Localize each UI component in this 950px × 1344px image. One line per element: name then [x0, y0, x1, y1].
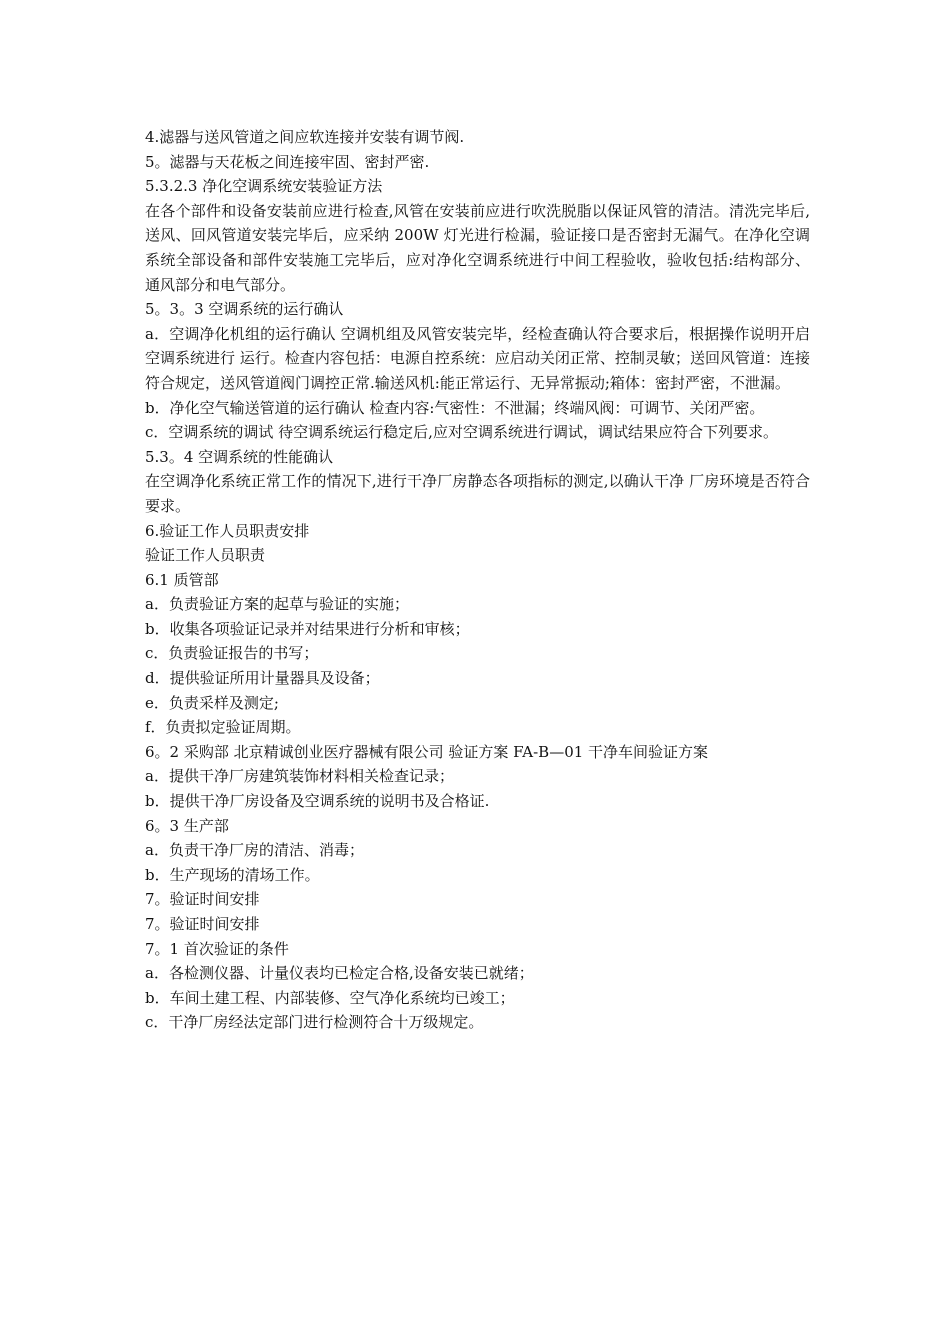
document-body — [145, 125, 810, 1035]
list-item: b．车间土建工程、内部装修、空气净化系统均已竣工； — [145, 988, 515, 1007]
list-item: b．提供干净厂房设备及空调系统的说明书及合格证. — [145, 792, 490, 811]
section-heading: 5。3。3 空调系统的运行确认 — [145, 300, 344, 319]
list-item: a．负责干净厂房的清洁、消毒； — [145, 841, 364, 860]
section-heading: 7。验证时间安排 — [145, 915, 260, 933]
list-item: a．负责验证方案的起草与验证的实施； — [145, 595, 409, 614]
list-item: c．干净厂房经法定部门进行检测符合十万级规定。 — [145, 1013, 484, 1032]
section-heading: 6。2 采购部 北京精诚创业医疗器械有限公司 验证方案 FA-B—01 干净车间验证方案 — [145, 742, 709, 761]
paragraph: b．净化空气输送管道的运行确认 检查内容:气密性：不泄漏；终端风阀：可调节、关闭严密。 — [145, 398, 765, 417]
list-item: a．提供干净厂房建筑装饰材料相关检查记录； — [145, 767, 454, 786]
text-line: 4.滤器与送风管道之间应软连接并安装有调节阀. — [145, 128, 465, 146]
list-item: e．负责采样及测定; — [145, 693, 279, 712]
paragraph: a．空调净化机组的运行确认 空调机组及风管安装完毕，经检查确认符合要求后，根据操作说明开启空调系统进行 运行。检查内容包括：电源自控系统：应启动关闭正常、控制灵敏；送回风管道：连接符合规定，送风管道阀门调控正常.输送风机:能正常运行、无异常振动;箱体：密封严密，不泄漏。 — [145, 324, 810, 392]
paragraph: c．空调系统的调试 待空调系统运行稳定后,应对空调系统进行调试，调试结果应符合下列要求。 — [145, 423, 778, 442]
section-heading: 5.3。4 空调系统的性能确认 — [145, 447, 334, 466]
section-heading: 7。1 首次验证的条件 — [145, 939, 289, 958]
list-item: b．生产现场的清场工作。 — [145, 865, 320, 884]
list-item: b．收集各项验证记录并对结果进行分析和审核； — [145, 619, 470, 638]
list-item: f．负责拟定验证周期。 — [145, 718, 301, 737]
list-item: a．各检测仪器、计量仪表均已检定合格,设备安装已就绪； — [145, 964, 534, 983]
paragraph: 在各个部件和设备安装前应进行检查,风管在安装前应进行吹洗脱脂以保证风管的清洁。清洗完毕后,送风、回风管道安装完毕后，应采纳 200W 灯光进行检漏，验证接口是否密封无漏气。在净化空调系统全部设备和部件安装施工完毕后，应对净化空调系统进行中间工程验收，验收包括:结构部分、通风部分和电气部分。 — [145, 201, 810, 294]
text-line: 5。滤器与天花板之间连接牢固、密封严密. — [145, 152, 430, 171]
section-heading: 7。验证时间安排 — [145, 890, 260, 909]
list-item: c．负责验证报告的书写； — [145, 644, 319, 663]
section-heading: 6.1 质管部 — [145, 570, 219, 589]
text-line: 验证工作人员职责 — [145, 546, 266, 565]
section-heading: 5.3.2.3 净化空调系统安装验证方法 — [145, 177, 383, 196]
list-item: d．提供验证所用计量器具及设备； — [145, 669, 380, 688]
paragraph: 在空调净化系统正常工作的情况下,进行干净厂房静态各项指标的测定,以确认干净 厂房环境是否符合要求。 — [145, 472, 810, 515]
section-heading: 6。3 生产部 — [145, 816, 229, 835]
section-heading: 6.验证工作人员职责安排 — [145, 521, 310, 540]
